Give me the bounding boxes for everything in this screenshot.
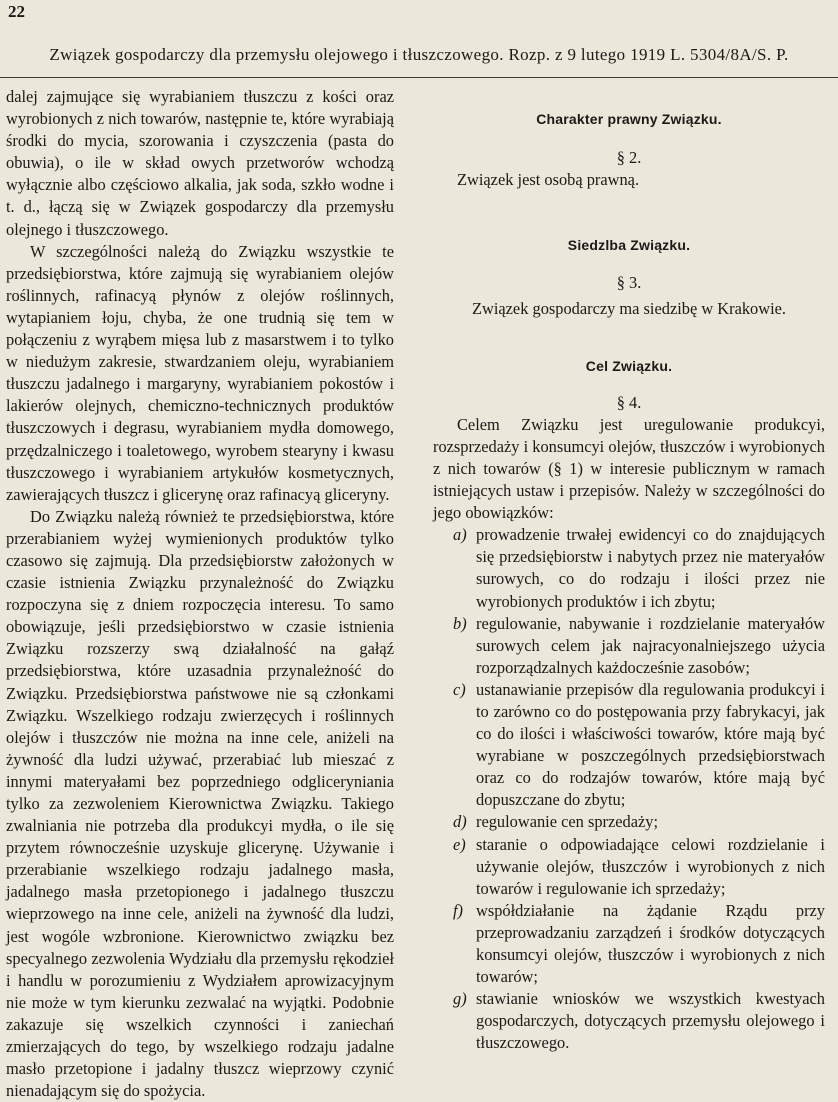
list-item bbox=[433, 811, 825, 833]
paragraph-members: W szczególności należą do Związku wszystkie te przedsiębiorstwa, które zajmują się wyrabianiem olejów roślinnych, rafinacyą płynów z olejów roślinnych, wytapianiem łoju, chyba, że one trudnią się tem w połączeniu z wyrąbem mięsa lub z masarstwem i to tylko w niedużym zakresie, stwardzaniem oleju, wyrabianiem tłuszczu jadalnego i margaryny, wyrabianiem pokostów i lakierów olejnych, chemiczno-technicznych produktów tłuszczowych i degrasu, wyrabianiem mydła domowego, przędzalniczego i toaletowego, wyrobem stearyny i kwasu tłuszczowego i wyrabianiem artykułów kosmetycznych, zawierających tłuszcz i glicerynę oraz rafinacyą gliceryny. bbox=[6, 241, 394, 504]
running-header: Związek gospodarczy dla przemysłu olejowego i tłuszczowego. Rozp. z 9 lutego 1919 L. 5304/8A/S. P. bbox=[49, 45, 789, 64]
item-text: współdziałanie na żądanie Rządu przy przeprowadzaniu zarządzeń i środków dotyczących konsumcyi olejów, tłuszczów i wyrobionych z nich towarów; bbox=[476, 900, 825, 987]
list-item bbox=[433, 524, 825, 612]
item-text: regulowanie, nabywanie i rozdzielanie materyałów surowych celem jak najracyonalniejszego użycia rozporządzalnych każdocześnie zasobów; bbox=[476, 613, 825, 677]
header-rule bbox=[0, 77, 838, 78]
left-column bbox=[6, 86, 394, 1102]
item-letter: c) bbox=[453, 679, 466, 699]
item-letter: g) bbox=[453, 989, 467, 1009]
paragraph-sign-3: § 3. bbox=[616, 273, 642, 293]
page-number: 22 bbox=[8, 2, 25, 21]
item-text: stawianie wniosków we wszystkich kwestyach gospodarczych, dotyczących przemysłu olejowego i tłuszczowego. bbox=[476, 989, 825, 1053]
item-letter: d) bbox=[453, 812, 467, 832]
purpose-intro: Celem Związku jest uregulowanie produkcyi, rozsprzedaży i konsumcyi olejów, tłuszczów i wyrobionych z nich towarów (§ 1) w interesie publicznym w ramach istniejących ustaw i przepisów. Należy w szczególności do jego obowiązków: bbox=[433, 414, 825, 523]
paragraph-sign-2: § 2. bbox=[616, 148, 642, 168]
list-item bbox=[433, 679, 825, 812]
paragraph-continuation: dalej zajmujące się wyrabianiem tłuszczu z kości oraz wyrobionych z nich towarów, następnie te, które wyrabiają środki do mycia, szorowania i czyszczenia (pasta do obuwia), o ile w skład owych przetworów wchodzą wyłącznie albo częściowo alkalia, jak soda, szkło wodne i t. d., łączą się w Związek gospodarczy dla przemysłu olejnego i tłuszczowego. bbox=[6, 87, 394, 239]
heading-seat: Siedzlba Związku. bbox=[567, 237, 691, 254]
list-item bbox=[433, 988, 825, 1054]
list-item bbox=[433, 613, 825, 679]
list-item bbox=[433, 900, 825, 988]
seat-text: Związek gospodarczy ma siedzibę w Krakowie. bbox=[471, 299, 787, 319]
item-text: prowadzenie trwałej ewidencyi co do znajdujących się przedsiębiorstw i nabytych przez nie materyałów surowych, co do rodzaju i ilości przez nie wyrobionych produktów i ich zbytu; bbox=[476, 525, 825, 611]
list-item bbox=[433, 834, 825, 900]
legal-character-text: Związek jest osobą prawną. bbox=[457, 170, 640, 190]
item-text: regulowanie cen sprzedaży; bbox=[476, 812, 659, 832]
item-letter: a) bbox=[453, 525, 467, 545]
item-text: ustanawianie przepisów dla regulowania produkcyi i to zarówno co do postępowania przy fabrykacyi, jak co do ilości i właściwości towarów, które mają być wyrabiane w poszczególnych przedsiębiorstwach oraz co do rodzajów towarów, które mają być dopuszczane do zbytu; bbox=[476, 679, 825, 810]
item-text: staranie o odpowiadające celowi rozdzielanie i używanie olejów, tłuszczów i wyrobionych z nich towarów i regulowanie ich sprzedaży; bbox=[476, 834, 825, 898]
item-letter: e) bbox=[453, 834, 466, 854]
heading-legal-character: Charakter prawny Związku. bbox=[536, 111, 722, 127]
item-letter: b) bbox=[453, 613, 467, 633]
right-column bbox=[433, 86, 825, 1054]
item-letter: f) bbox=[453, 900, 464, 920]
heading-purpose: Cel Związku. bbox=[585, 357, 673, 374]
paragraph-temporary-members: Do Związku należą również te przedsiębiorstwa, które przerabianiem wyżej wymienionych produktów tylko czasowo się zajmują. Dla przedsiębiorstw założonych w czasie istnienia Związku przynależność do Związku rozpoczyna się z dniem rozpoczęcia interesu. To samo obowiązuje, jeśli przedsiębiorstwo w czasie istnienia Związku rozszerzy swą działalność na gałąź przedsiębiorstwa, które uzasadnia przynależność do Związku. Przedsiębiorstwa państwowe nie są członkami Związku. Wszelkiego rodzaju zwierzęcych i roślinnych olejów i tłuszczów nie można na inne cele, aniżeli na żywność dla ludzi używać, przerabiać lub mieszać z innymi materyałami bez poprzedniego odgliceryniania tylko za zezwoleniem Kierownictwa Związku. Takiego zwalniania nie potrzeba dla produkcyi mydła, o ile się przytem równocześnie uzyskuje glicerynę. Używanie i przerabianie wszelkiego rodzaju jadalnego masła, jadalnego masła przetopionego i jadalnego tłuszczu wieprzowego na inne cele, aniżeli na żywność dla ludzi, jest wogóle wzbronione. Kierownictwo związku bez specyalnego zezwolenia Wydziału dla przemysłu rękodzieł i handlu w porozumieniu z Wydziałem aprowizacyjnym nie może w tym kierunku zezwalać na wyjątki. Podobnie zakazuje się wszelkich czynności i zaniechań zmierzających do tego, by wszelkiego rodzaju jadalne masło przetopione i jadalny tłuszcz wieprzowy czynić nienadającym się do spożycia. bbox=[6, 506, 394, 1101]
paragraph-sign-4: § 4. bbox=[616, 392, 642, 412]
duties-list bbox=[433, 524, 825, 1054]
